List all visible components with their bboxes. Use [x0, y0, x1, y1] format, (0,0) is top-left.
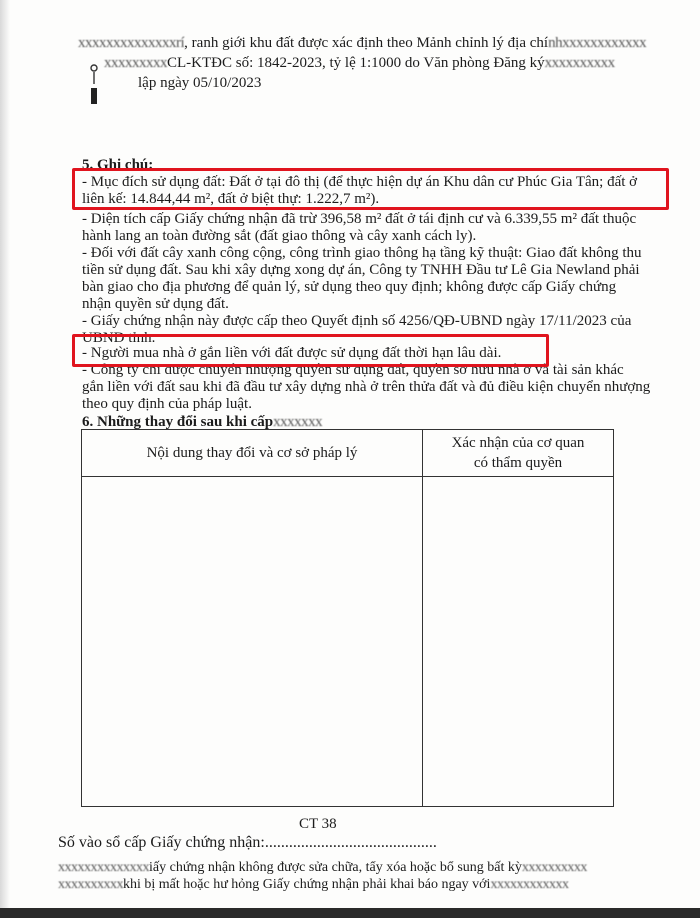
register-dots: ...........................................	[264, 834, 437, 851]
note-buyer-line: - Người mua nhà ở gắn liền với đất được sử dụng đất thời hạn lâu dài.	[82, 345, 502, 361]
blurred-text: xxxxxxxxxxxx	[490, 877, 569, 892]
note-decision-line-1: - Giấy chứng nhận này được cấp theo Quyết định số 4256/QĐ-UBND ngày 17/11/2023 của	[82, 313, 632, 329]
table-cell-empty	[423, 477, 614, 807]
page-shadow-edge	[0, 0, 10, 918]
changes-heading-text: 6. Những thay đổi sau khi cấp	[82, 414, 274, 430]
register-label: Số vào sổ cấp Giấy chứng nhận:	[58, 834, 265, 851]
blurred-text: xxxxxxxxx	[104, 55, 167, 71]
note-company-line-1: - Công ty chỉ được chuyển nhượng quyền sử dụng đất, quyền sở hữu nhà ở và tài sản khác	[82, 362, 624, 378]
highlight-box-buyer	[72, 334, 549, 367]
note-green-line-4: nhận quyền sử dụng đất.	[82, 296, 229, 312]
note-decision-line-2: UBND tỉnh.	[82, 330, 156, 346]
header-text: , ranh giới khu đất được xác định theo Mảnh chỉnh lý địa chí	[184, 35, 549, 51]
note-green-line-3: bàn giao cho địa phương để quản lý, sử dụng theo quy định; không được cấp Giấy chứng	[82, 279, 617, 295]
blurred-text: xxxxxxxxxx	[521, 860, 587, 875]
column-header-content: Nội dung thay đổi và cơ sở pháp lý	[82, 430, 423, 477]
header-line-1	[78, 34, 646, 52]
blurred-text: xxxxxxxxxxxxxx	[58, 860, 149, 875]
blurred-text: xxxxxxxxxxxxxxrí	[78, 35, 185, 51]
table-cell-empty	[82, 477, 423, 807]
table-row	[82, 477, 614, 807]
note-green-line-1: - Đối với đất cây xanh công cộng, công trình giao thông hạ tầng kỹ thuật: Giao đất không thu	[82, 245, 642, 261]
footer-note-text: khi bị mất hoặc hư hỏng Giấy chứng nhận phải khai báo ngay với	[123, 877, 491, 892]
blurred-text: xxxxxxxxxx	[58, 877, 123, 892]
note-purpose-line-2: liên kế: 14.844,44 m², đất ở biệt thự: 1.222,7 m²).	[82, 191, 380, 207]
header-line-3: lập ngày 05/10/2023	[138, 75, 262, 91]
note-company-line-2: gắn liền với đất sau khi đã đầu tư xây dựng nhà ở trên thửa đất và đủ điều kiện chuyển nhượng	[82, 379, 651, 395]
header-text: CL-KTĐC số: 1842-2023, tỷ lệ 1:1000 do Văn phòng Đăng ký	[167, 55, 545, 71]
seal-fragment-icon	[88, 62, 100, 106]
blurred-text: xxxxxxxxxx	[544, 55, 615, 71]
blurred-text: nhxxxxxxxxxxxx	[548, 35, 647, 51]
bottom-dark-bar	[0, 908, 700, 918]
note-purpose-line-1: - Mục đích sử dụng đất: Đất ở tại đô thị (để thực hiện dự án Khu dân cư Phúc Gia Tân; đất ở	[82, 174, 638, 190]
note-area-line-2: hành lang an toàn đường sắt (đất giao thông và cây xanh cách ly).	[82, 228, 477, 244]
footer-note-line-1	[58, 859, 587, 877]
changes-table	[81, 429, 614, 807]
footer-note-text: iấy chứng nhận không được sửa chữa, tẩy xóa hoặc bổ sung bất kỳ	[149, 860, 522, 875]
note-area-line-1: - Diện tích cấp Giấy chứng nhận đã trừ 396,58 m² đất ở tái định cư và 6.339,55 m² đất thuộc	[82, 211, 637, 227]
page-code: CT 38	[299, 816, 337, 832]
column-header-line: Xác nhận của cơ quan	[451, 435, 585, 451]
column-header-line: có thẩm quyền	[473, 455, 563, 471]
note-company-line-3: theo quy định của pháp luật.	[82, 396, 252, 412]
highlight-box-purpose	[72, 168, 669, 210]
header-line-2	[104, 54, 615, 72]
footer-note-line-2	[58, 876, 568, 894]
column-header-confirmation	[423, 430, 614, 477]
table-header-row	[82, 430, 614, 477]
blurred-text: xxxxxxx	[273, 414, 323, 430]
notes-heading: 5. Ghi chú:	[82, 157, 154, 173]
register-number-line	[58, 834, 437, 852]
note-green-line-2: tiền sử dụng đất. Sau khi xây dựng xong dự án, Công ty TNHH Đầu tư Lê Gia Newland phải	[82, 262, 640, 278]
